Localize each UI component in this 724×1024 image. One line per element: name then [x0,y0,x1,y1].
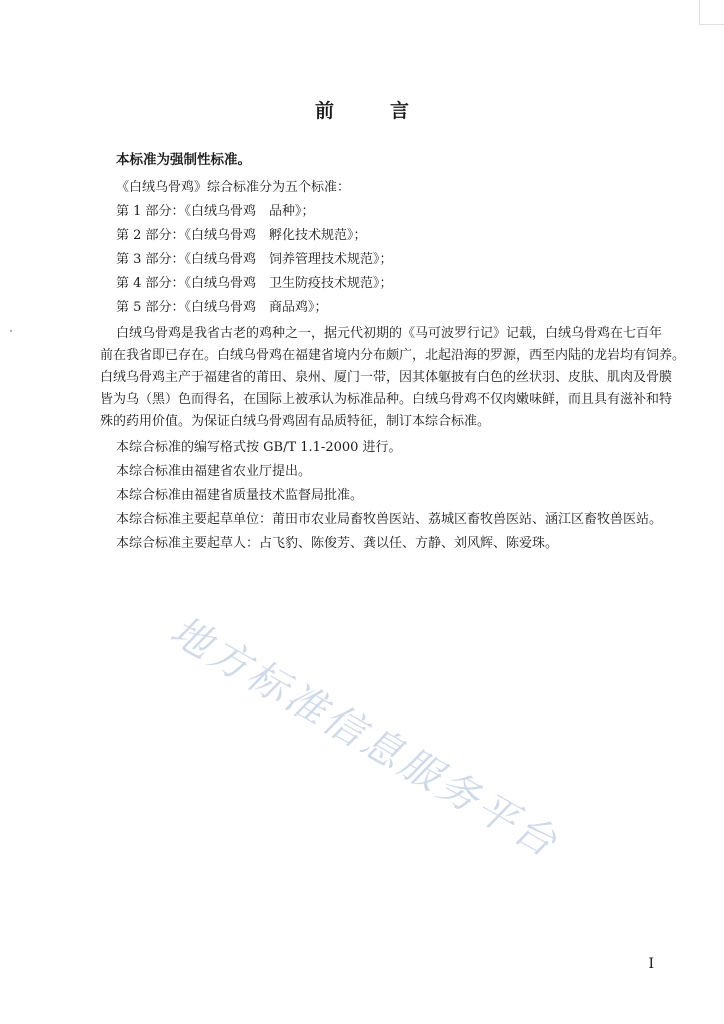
title-char-2: 言 [390,100,410,122]
paragraph-line-4: 皆为乌（黑）色而得名，在国际上被承认为标准品种。白绒乌骨鸡不仅肉嫩味鲜，而且具有滋补和特 [100,392,673,407]
page-corner-fold [699,0,724,25]
page-number: I [648,956,654,972]
note-line-2: 本综合标准由福建省农业厅提出。 [116,464,312,479]
part-line-4: 第 4 部分：《白绒乌骨鸡 卫生防疫技术规范》； [116,276,393,291]
paragraph-line-3: 白绒乌骨鸡主产于福建省的莆田、泉州、厦门一带，因其体躯披有白色的丝状羽、皮肤、肌肉及骨膜 [100,370,673,385]
note-line-4: 本综合标准主要起草单位：莆田市农业局畜牧兽医站、荔城区畜牧兽医站、涵江区畜牧兽医站。 [116,512,663,527]
part-line-5: 第 5 部分：《白绒乌骨鸡 商品鸡》； [116,300,328,315]
scan-speck [10,330,12,332]
paragraph-line-1: 白绒乌骨鸡是我省古老的鸡种之一，据元代初期的《马可波罗行记》记载，白绒乌骨鸡在七百年 [116,326,663,341]
note-line-5: 本综合标准主要起草人：占飞豹、陈俊芳、龚以任、方静、刘风辉、陈爱珠。 [116,536,559,551]
intro-line: 《白绒乌骨鸡》综合标准分为五个标准： [116,180,351,195]
page-title [0,96,724,123]
paragraph-line-2: 前在我省即已存在。白绒乌骨鸡在福建省境内分布颇广，北起沿海的罗源，西至内陆的龙岩均有饲养。 [100,348,686,363]
part-line-1: 第 1 部分：《白绒乌骨鸡 品种》； [116,204,315,219]
paragraph-line-5: 殊的药用价值。为保证白绒乌骨鸡固有品质特征，制订本综合标准。 [100,414,491,429]
part-line-3: 第 3 部分：《白绒乌骨鸡 饲养管理技术规范》； [116,252,393,267]
mandatory-statement: 本标准为强制性标准。 [116,152,251,168]
note-line-1: 本综合标准的编写格式按 GB/T 1.1-2000 进行。 [116,440,402,455]
title-char-1: 前 [314,100,334,122]
part-line-2: 第 2 部分：《白绒乌骨鸡 孵化技术规范》； [116,228,367,243]
note-line-3: 本综合标准由福建省质量技术监督局批准。 [116,488,364,503]
watermark-text: 地方标准信息服务平台 [162,607,567,868]
